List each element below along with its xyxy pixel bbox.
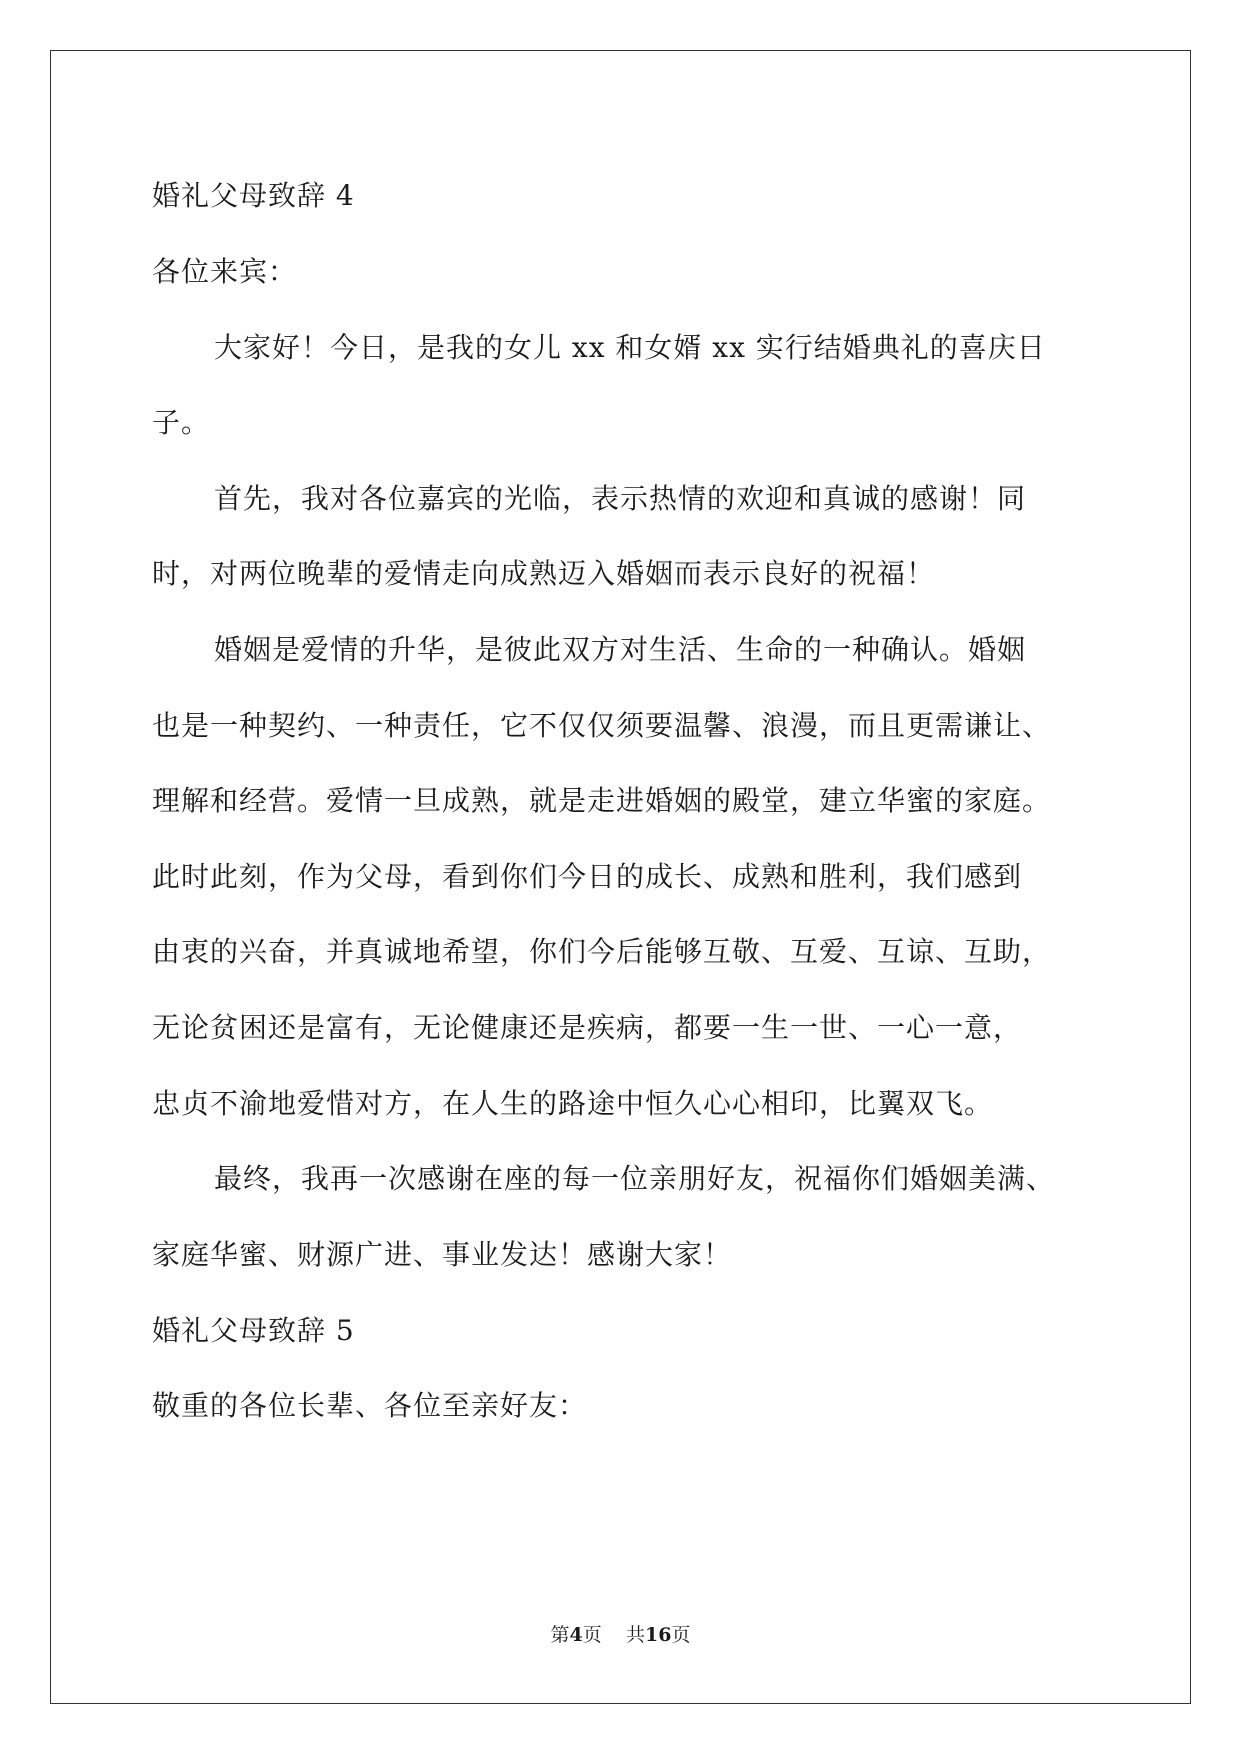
footer-total-prefix: 共 [625,1624,645,1646]
paragraph-line: 时，对两位晚辈的爱情走向成熟迈入婚姻而表示良好的祝福！ [152,557,936,590]
salutation: 各位来宾： [152,255,298,288]
paragraph-line: 子。 [152,406,211,439]
paragraph-line: 由衷的兴奋，并真诚地希望，你们今后能够互敬、互爱、互谅、互助， [152,935,1052,968]
footer-total-suffix: 页 [671,1624,691,1646]
paragraph-line: 家庭华蜜、财源广进、事业发达！感谢大家！ [152,1238,733,1271]
paragraph-line: 也是一种契约、一种责任，它不仅仅须要温馨、浪漫，而且更需谦让、 [152,709,1052,742]
paragraph-line: 最终，我再一次感谢在座的每一位亲朋好友，祝福你们婚姻美满、 [214,1162,1056,1195]
current-page-number: 4 [569,1624,583,1646]
section-heading: 婚礼父母致辞 5 [152,1314,355,1347]
section-heading: 婚礼父母致辞 4 [152,179,355,212]
paragraph-line: 大家好！今日，是我的女儿 xx 和女婿 xx 实行结婚典礼的喜庆日 [214,331,1046,364]
paragraph-line: 无论贫困还是富有，无论健康还是疾病，都要一生一世、一心一意， [152,1011,1023,1044]
paragraph-line: 忠贞不渝地爱惜对方，在人生的路途中恒久心心相印，比翼双飞。 [152,1087,994,1120]
page-footer [0,1622,1241,1648]
paragraph-line: 婚姻是爱情的升华，是彼此双方对生活、生命的一种确认。婚姻 [214,633,1027,666]
footer-page-suffix: 页 [582,1624,602,1646]
paragraph-line: 此时此刻，作为父母，看到你们今日的成长、成熟和胜利，我们感到 [152,860,1023,893]
paragraph-line: 理解和经营。爱情一旦成熟，就是走进婚姻的殿堂，建立华蜜的家庭。 [152,784,1052,817]
footer-prefix: 第 [550,1624,570,1646]
salutation: 敬重的各位长辈、各位至亲好友： [152,1389,588,1422]
paragraph-line: 首先，我对各位嘉宾的光临，表示热情的欢迎和真诚的感谢！同 [214,482,1027,515]
total-page-count: 16 [644,1624,672,1646]
